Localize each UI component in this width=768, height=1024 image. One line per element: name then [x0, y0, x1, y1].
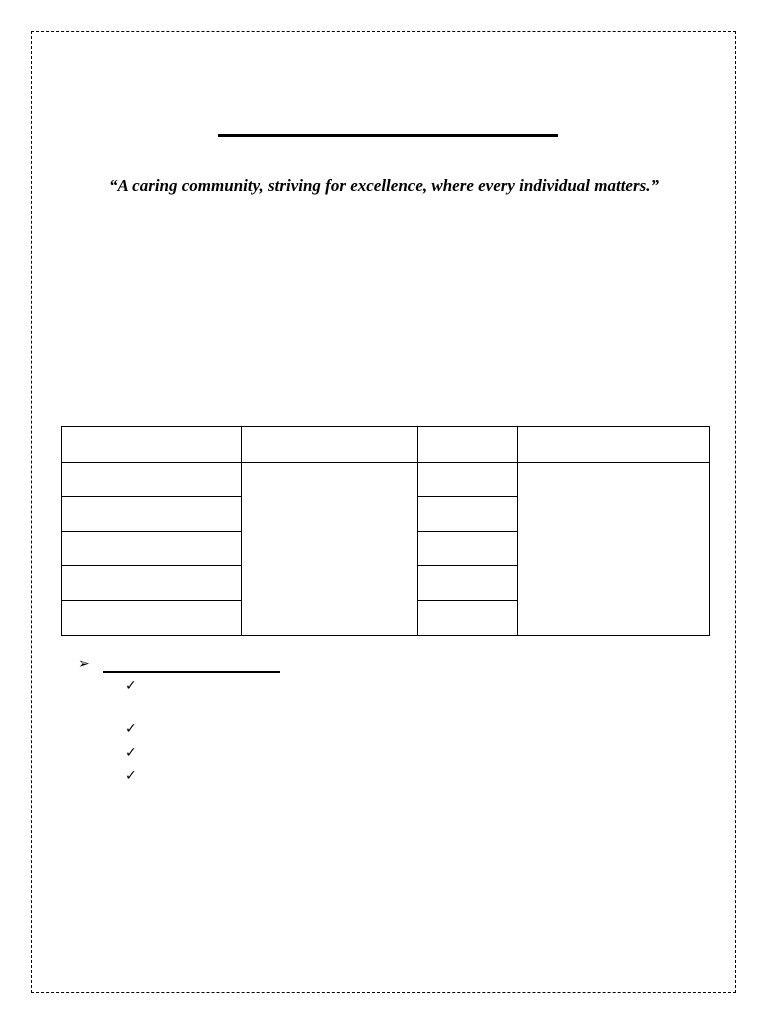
table-cell: [242, 427, 418, 463]
table-merged-cell: [518, 463, 710, 636]
table-cell: [418, 427, 518, 463]
table-cell: [418, 601, 518, 636]
checkmark-icon: ✓: [125, 721, 137, 737]
table-cell: [62, 497, 242, 532]
table-cell: [518, 427, 710, 463]
checkmark-icon: ✓: [125, 768, 137, 784]
table-cell: [62, 532, 242, 566]
title-underline: [218, 134, 558, 137]
table-cell: [418, 566, 518, 601]
table-cell: [62, 463, 242, 497]
checkmark-icon: ✓: [125, 745, 137, 761]
checkmark-icon: ✓: [125, 678, 137, 694]
table-cell: [418, 463, 518, 497]
list-heading-underline: [103, 671, 280, 673]
table-merged-cell: [242, 463, 418, 636]
arrow-bullet-icon: ➢: [78, 656, 90, 672]
table-cell: [418, 532, 518, 566]
table-cell: [62, 566, 242, 601]
table-cell: [62, 601, 242, 636]
table-row: [62, 463, 710, 497]
table-cell: [62, 427, 242, 463]
table-header-row: [62, 427, 710, 463]
school-motto: “A caring community, striving for excellence, where every individual matters.”: [109, 176, 659, 195]
details-table: [61, 426, 710, 636]
table-cell: [418, 497, 518, 532]
